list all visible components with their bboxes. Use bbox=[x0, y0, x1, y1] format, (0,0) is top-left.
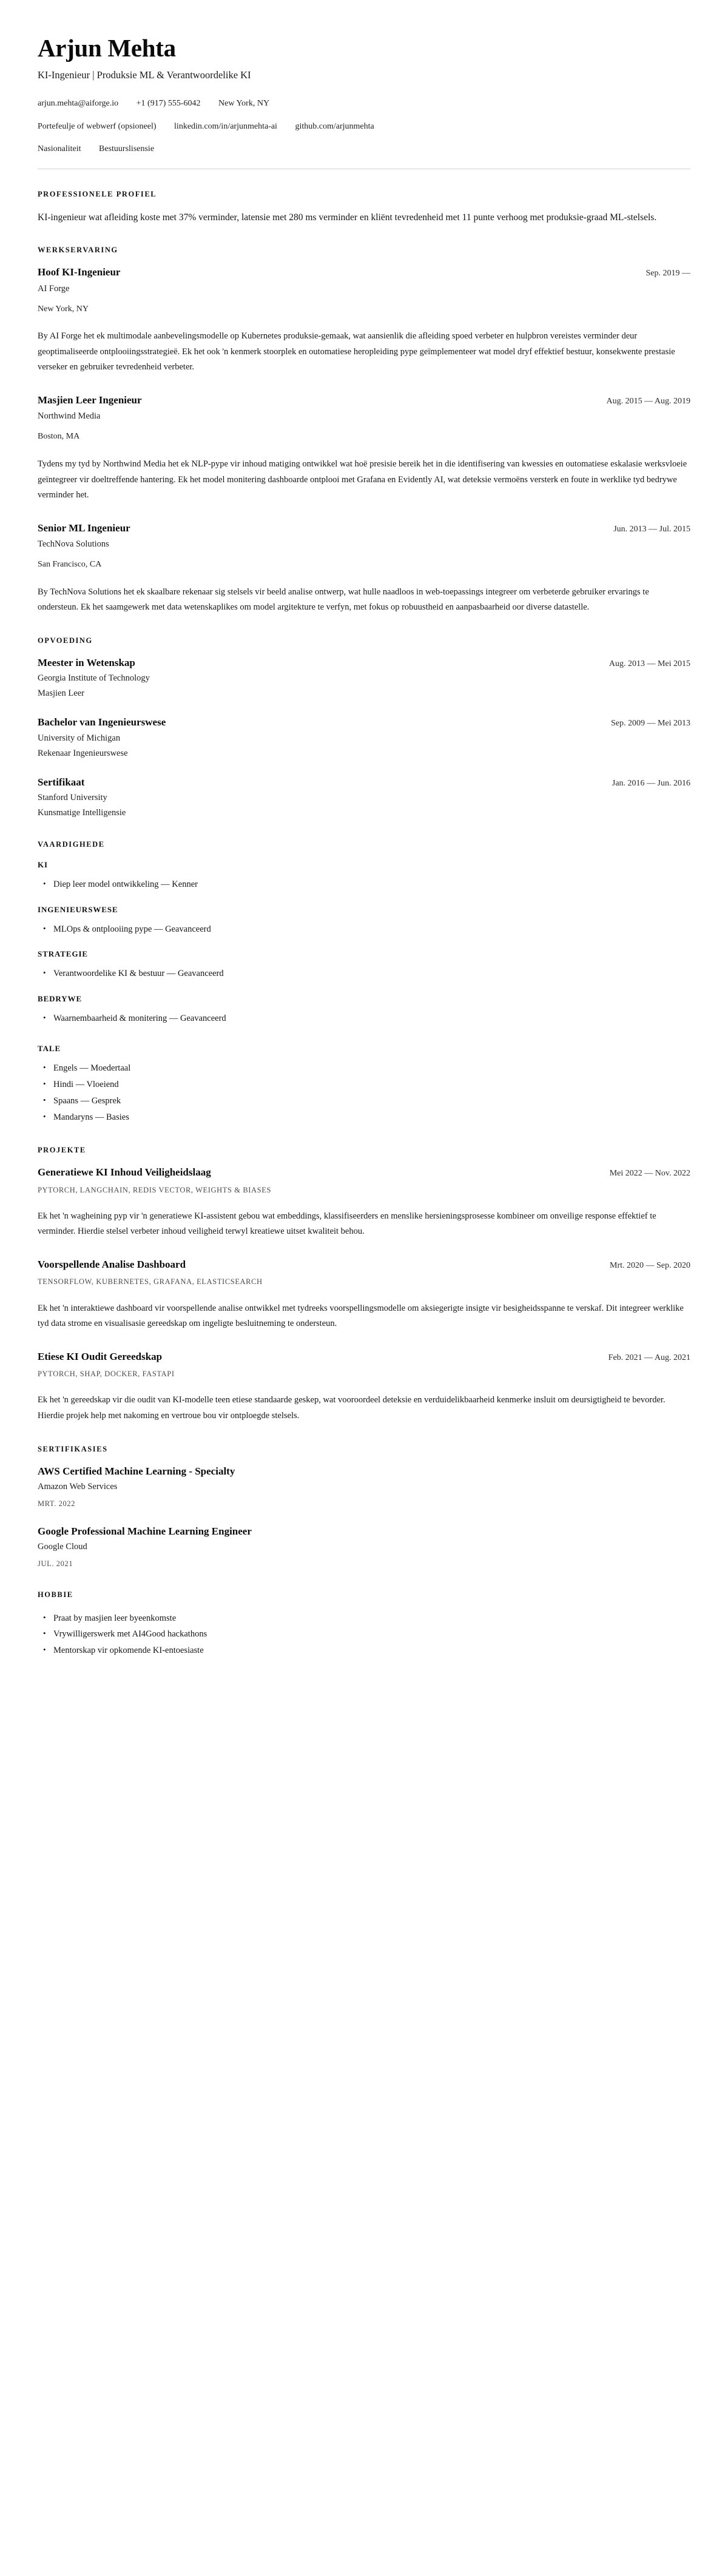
section-title-certifications: SERTIFIKASIES bbox=[38, 1445, 108, 1454]
section-title-hobbies: HOBBIE bbox=[38, 1590, 73, 1599]
experience-role: Hoof KI-Ingenieur bbox=[38, 266, 121, 278]
education-school: University of Michigan bbox=[38, 733, 121, 743]
experience-company: TechNova Solutions bbox=[38, 539, 109, 550]
section-summary bbox=[38, 190, 690, 225]
experience-description: By TechNova Solutions het ek skaalbare rekenaar sig stelsels vir beeld analise ontwerp, wat hulle naadloos in web-toepassings integreer om verbeterde gebruiker ervarings te ondersteun. Ek het saamgewerk met data wetenskaplikes om model argitekture te verfyn, met fokus op robuustheid en aanpasbaarheid oor diverse datastelle. bbox=[38, 587, 649, 613]
education-dates: Sep. 2009 — Mei 2013 bbox=[610, 719, 690, 728]
project-entry bbox=[38, 1350, 690, 1424]
certification-name: Google Professional Machine Learning Engineer bbox=[38, 1525, 252, 1538]
project-description: Ek het 'n wagheining pyp vir 'n generatiewe KI-assistent gebou wat embeddings, klassifiseerders en menslike hersieningsprosesse kombineer om onveilige response effektief te verminder. Hierdie stelsel verbeter inhoud veiligheid terwyl kreatiewe uitset kwaliteit behou. bbox=[38, 1211, 656, 1237]
section-experience bbox=[38, 246, 690, 616]
project-description: Ek het 'n interaktiewe dashboard vir voorspellende analise ontwikkel met tydreeks voorspellingsmodelle om aksiegerigte insigte vir besigheidsspanne te verskaf. Dit integreer werklike tyd data strome en visualisasie gereedskap om ingeligte besluitneming te ondersteun. bbox=[38, 1303, 684, 1329]
section-title-skills: VAARDIGHEDE bbox=[38, 839, 105, 849]
certification-date: JUL. 2021 bbox=[38, 1559, 73, 1569]
contact-line-extra bbox=[38, 143, 690, 155]
section-hobbies bbox=[38, 1590, 690, 1659]
education-entry bbox=[38, 776, 690, 819]
skill-group-name: INGENIEURSWESE bbox=[38, 904, 118, 914]
skill-list bbox=[38, 921, 690, 938]
section-title-experience: WERKSERVARING bbox=[38, 246, 118, 255]
experience-entry bbox=[38, 522, 690, 616]
education-degree: Sertifikaat bbox=[38, 776, 85, 788]
experience-entry-head bbox=[38, 266, 690, 279]
experience-location: Boston, MA bbox=[38, 432, 80, 442]
skill-group-name: KI bbox=[38, 859, 48, 869]
skill-item: • Diep leer model ontwikkeling — Kenner bbox=[53, 876, 690, 893]
education-field: Rekenaar Ingenieurswese bbox=[38, 748, 128, 758]
experience-company: AI Forge bbox=[38, 283, 70, 294]
education-entry-head bbox=[38, 656, 690, 670]
project-tech-stack: PYTORCH, LANGCHAIN, REDIS VECTOR, WEIGHTS & BIASES bbox=[38, 1185, 272, 1194]
experience-dates: Sep. 2019 — bbox=[645, 269, 690, 278]
certification-issuer: Amazon Web Services bbox=[38, 1482, 118, 1492]
project-entry-head bbox=[38, 1350, 690, 1364]
certification-entry bbox=[38, 1525, 690, 1569]
summary-text: KI-ingenieur wat afleiding koste met 37% verminder, latensie met 280 ms verminder en kliënt tevredenheid met 11 punte verhoog met produksie-graad ML-stelsels. bbox=[38, 212, 657, 223]
candidate-headline: KI-Ingenieur | Produksie ML & Verantwoordelike KI bbox=[38, 69, 251, 81]
experience-entry-head bbox=[38, 394, 690, 407]
resume-header bbox=[38, 35, 690, 169]
project-entry bbox=[38, 1258, 690, 1332]
contact-email[interactable]: arjun.mehta@aiforge.io bbox=[38, 99, 119, 109]
experience-description: By AI Forge het ek multimodale aanbevelingsmodelle op Kubernetes produksie-gemaak, wat aansienlik die afleiding spoed verbeter en hulpbron vereistes verminder deur geoptimaliseerde ontplooiingsstrategieë. Ek het ook 'n kenmerk stoorplek en outomatiese heropleiding pype geïmplementeer wat model dryf effektief bestuur, konsekwente prestasie verseker en gebruiker tevredenheid verbeter. bbox=[38, 331, 675, 372]
contact-location: New York, NY bbox=[218, 99, 270, 109]
skill-group bbox=[38, 994, 690, 1027]
project-dates: Mei 2022 — Nov. 2022 bbox=[609, 1169, 690, 1179]
project-entry bbox=[38, 1166, 690, 1240]
experience-entry bbox=[38, 266, 690, 375]
contact-github[interactable]: github.com/arjunmehta bbox=[295, 121, 374, 131]
language-group bbox=[38, 1044, 690, 1125]
skill-group bbox=[38, 949, 690, 982]
experience-entry bbox=[38, 394, 690, 503]
section-projects bbox=[38, 1146, 690, 1424]
skill-item: • Verantwoordelike KI & bestuur — Geavanceerd bbox=[53, 966, 690, 982]
skill-list bbox=[38, 966, 690, 982]
hobby-item: • Mentorskap vir opkomende KI-entoesiaste bbox=[53, 1643, 690, 1659]
section-skills bbox=[38, 840, 690, 1126]
project-dates: Feb. 2021 — Aug. 2021 bbox=[608, 1353, 690, 1363]
language-list bbox=[38, 1060, 690, 1125]
project-description: Ek het 'n gereedskap vir die oudit van KI-modelle teen etiese standaarde geskep, wat vooroordeel deteksie en verduidelikbaarheid kenmerke insluit om deursigtigheid te bevorder. Hierdie projek help met nakoming en vertroue bou vir ontploegde stelsels. bbox=[38, 1395, 666, 1421]
skill-list bbox=[38, 1011, 690, 1027]
contact-portfolio[interactable]: Portefeulje of webwerf (opsioneel) bbox=[38, 121, 157, 131]
certification-date: MRT. 2022 bbox=[38, 1499, 76, 1508]
project-name: Generatiewe KI Inhoud Veiligheidslaag bbox=[38, 1166, 211, 1179]
project-dates: Mrt. 2020 — Sep. 2020 bbox=[610, 1261, 690, 1271]
education-degree: Meester in Wetenskap bbox=[38, 657, 135, 669]
education-field: Kunsmatige Intelligensie bbox=[38, 807, 126, 818]
certification-name: AWS Certified Machine Learning - Specialty bbox=[38, 1465, 235, 1478]
skill-group bbox=[38, 860, 690, 893]
education-school: Georgia Institute of Technology bbox=[38, 673, 150, 684]
project-entry-head bbox=[38, 1258, 690, 1271]
education-dates: Jan. 2016 — Jun. 2016 bbox=[612, 778, 690, 788]
experience-role: Senior ML Ingenieur bbox=[38, 522, 130, 534]
section-certifications bbox=[38, 1445, 690, 1569]
experience-role: Masjien Leer Ingenieur bbox=[38, 394, 142, 406]
contact-line-links bbox=[38, 121, 690, 133]
language-item: • Spaans — Gesprek bbox=[53, 1093, 690, 1109]
candidate-name: Arjun Mehta bbox=[38, 34, 176, 62]
education-dates: Aug. 2013 — Mei 2015 bbox=[608, 659, 690, 669]
section-title-education: OPVOEDING bbox=[38, 636, 93, 645]
education-entry bbox=[38, 716, 690, 759]
experience-entry-head bbox=[38, 522, 690, 535]
education-degree: Bachelor van Ingenieurswese bbox=[38, 716, 166, 728]
section-title-summary: PROFESSIONELE PROFIEL bbox=[38, 190, 157, 199]
contact-line-primary bbox=[38, 98, 690, 110]
section-education bbox=[38, 636, 690, 819]
section-title-projects: PROJEKTE bbox=[38, 1146, 86, 1155]
skill-item: • Waarnembaarheid & monitering — Geavanceerd bbox=[53, 1011, 690, 1027]
skill-list bbox=[38, 876, 690, 893]
contact-driving-license: Bestuurslisensie bbox=[99, 144, 155, 153]
experience-description: Tydens my tyd by Northwind Media het ek NLP-pype vir inhoud matiging ontwikkel wat hoë presisie bereik het in die identifisering van kwessies en outomatiese eskalasie werksvloeie geïntegreer vir doeltreffende hantering. Ek het model monitering dashboarde ontplooi met Grafana en Evidently AI, wat deteksie vermoëns versterk en foute in werklike tyd bedrywe verminder het. bbox=[38, 459, 687, 500]
skill-group bbox=[38, 905, 690, 938]
experience-dates: Aug. 2015 — Aug. 2019 bbox=[606, 397, 690, 406]
language-item: • Mandaryns — Basies bbox=[53, 1109, 690, 1126]
experience-location: New York, NY bbox=[38, 304, 89, 314]
project-tech-stack: TENSORFLOW, KUBERNETES, GRAFANA, ELASTICSEARCH bbox=[38, 1277, 263, 1286]
hobby-item: • Vrywilligerswerk met AI4Good hackathons bbox=[53, 1626, 690, 1643]
hobby-list bbox=[38, 1610, 690, 1659]
education-field: Masjien Leer bbox=[38, 688, 84, 699]
project-name: Voorspellende Analise Dashboard bbox=[38, 1259, 186, 1271]
education-school: Stanford University bbox=[38, 792, 107, 802]
project-tech-stack: PYTORCH, SHAP, DOCKER, FASTAPI bbox=[38, 1370, 175, 1379]
certification-issuer: Google Cloud bbox=[38, 1542, 87, 1552]
language-item: • Engels — Moedertaal bbox=[53, 1060, 690, 1077]
language-item: • Hindi — Vloeiend bbox=[53, 1077, 690, 1093]
section-title-languages: TALE bbox=[38, 1044, 61, 1054]
experience-dates: Jun. 2013 — Jul. 2015 bbox=[613, 525, 690, 534]
skill-group-name: STRATEGIE bbox=[38, 949, 88, 959]
experience-location: San Francisco, CA bbox=[38, 560, 102, 570]
skill-group-name: BEDRYWE bbox=[38, 994, 83, 1004]
education-entry-head bbox=[38, 776, 690, 789]
education-entry-head bbox=[38, 716, 690, 729]
contact-phone[interactable]: +1 (917) 555-6042 bbox=[136, 99, 201, 109]
contact-nationality: Nasionaliteit bbox=[38, 144, 81, 153]
project-entry-head bbox=[38, 1166, 690, 1179]
experience-company: Northwind Media bbox=[38, 411, 101, 422]
certification-entry bbox=[38, 1465, 690, 1509]
education-entry bbox=[38, 656, 690, 700]
project-name: Etiese KI Oudit Gereedskap bbox=[38, 1351, 163, 1363]
contact-linkedin[interactable]: linkedin.com/in/arjunmehta-ai bbox=[174, 121, 277, 131]
hobby-item: • Praat by masjien leer byeenkomste bbox=[53, 1610, 690, 1627]
skill-item: • MLOps & ontplooiing pype — Geavanceerd bbox=[53, 921, 690, 938]
